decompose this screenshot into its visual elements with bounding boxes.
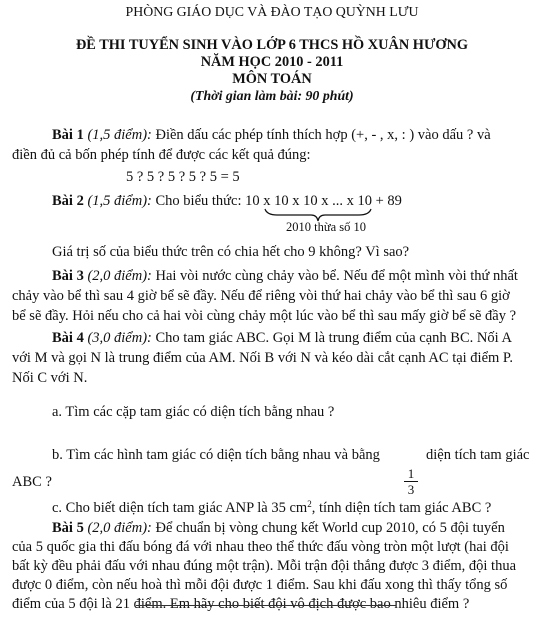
- bai4-part-b-pre: b. Tìm các hình tam giác có diện tích bằng nhau và bằng: [52, 447, 380, 463]
- bai4-text1: Cho tam giác ABC. Gọi M là trung điểm của cạnh BC. Nối A: [155, 330, 512, 346]
- fraction-one-third: [404, 466, 418, 497]
- bai3-line1: [52, 266, 518, 287]
- bai2-text: Cho biểu thức: 10 x 10 x 10 x ... x 10 + 89: [155, 193, 402, 209]
- bai3-text1: Hai vòi nước cùng chảy vào bể. Nếu để một mình vòi thứ nhất: [155, 268, 518, 284]
- bai5-line3: bất kỳ đều phải đấu với nhau đúng một trận). Mỗi trận đội thắng được 3 điểm, đội thua: [12, 558, 517, 574]
- bai1-points: (1,5 điểm):: [87, 127, 152, 143]
- underbrace-label: 2010 thừa số 10: [286, 220, 367, 234]
- bai4-part-c-post: , tính diện tích tam giác ABC ?: [311, 500, 492, 516]
- fraction-denominator: 3: [407, 482, 415, 497]
- bai1-line1: [52, 125, 491, 146]
- bai3-points: (2,0 điểm):: [87, 268, 152, 284]
- time-limit: (Thời gian làm bài: 90 phút): [190, 89, 354, 104]
- bai3-line3: bể sẽ đầy. Hỏi nếu cho cả hai vòi cùng chảy một lúc vào bể thì sau mấy giờ bể sẽ đầy ?: [12, 308, 517, 324]
- subject: MÔN TOÁN: [232, 71, 312, 87]
- bai3-label: Bài 3: [52, 268, 84, 284]
- exam-title: ĐỀ THI TUYỂN SINH VÀO LỚP 6 THCS HỒ XUÂN HƯƠNG: [75, 37, 469, 53]
- bai1-text2: điền đủ cả bốn phép tính để được các kết quả đúng:: [12, 147, 311, 163]
- bai2-points: (1,5 điểm):: [87, 193, 152, 209]
- bai1-expression: 5 ? 5 ? 5 ? 5 ? 5 = 5: [126, 169, 240, 185]
- bai4-line2: với M và gọi N là trung điểm của AM. Nối B với N và kéo dài cắt cạnh AC tại điểm P.: [12, 350, 514, 366]
- school-year: NĂM HỌC 2010 - 2011: [200, 54, 344, 70]
- bai5-points: (2,0 điểm):: [87, 520, 152, 536]
- bai4-points: (3,0 điểm):: [87, 330, 152, 346]
- bai4-line3: Nối C với N.: [12, 370, 88, 386]
- bai5-line1: [52, 518, 505, 539]
- bai5-label: Bài 5: [52, 520, 84, 536]
- bai5-line4: được 0 điểm, còn nếu hoà thì mỗi đội được 1 điểm. Sau khi đấu xong thì thấy tổng số: [12, 577, 508, 593]
- bai4-part-b-end: ABC ?: [12, 474, 52, 490]
- bai4-part-c-sup: 2: [307, 499, 312, 509]
- bai5-line2: của 5 quốc gia thi đấu bóng đá với nhau theo thể thức đấu vòng tròn một lượt (hai đội: [12, 539, 509, 555]
- bai4-line1: [52, 328, 512, 349]
- bai4-part-a: a. Tìm các cặp tam giác có diện tích bằng nhau ?: [52, 404, 335, 420]
- bai3-line2: chảy vào bể thì sau 4 giờ bể sẽ đầy. Nếu để riêng vòi thứ hai chảy vào bể thì sau 6 giờ: [12, 288, 510, 304]
- office-header: PHÒNG GIÁO DỤC VÀ ĐÀO TẠO QUỲNH LƯU: [125, 5, 419, 20]
- bai4-part-c-pre: c. Cho biết diện tích tam giác ANP là 35 cm: [52, 500, 308, 516]
- bai4-part-c: [52, 494, 491, 519]
- bai5-text1: Để chuẩn bị vòng chung kết World cup 2010, có 5 đội tuyển: [155, 520, 505, 536]
- bottom-divider: [136, 605, 396, 606]
- bai4-part-b-post: diện tích tam giác: [426, 447, 530, 463]
- bai4-label: Bài 4: [52, 330, 84, 346]
- bai1-text1: Điền dấu các phép tính thích hợp (+, - , x, : ) vào dấu ? và: [155, 127, 491, 143]
- bai1-label: Bài 1: [52, 127, 84, 143]
- bai2-label: Bài 2: [52, 193, 84, 209]
- bai2-question: Giá trị số của biểu thức trên có chia hết cho 9 không? Vì sao?: [52, 244, 410, 260]
- fraction-numerator: 1: [404, 466, 418, 482]
- bai5-line5: điểm của 5 đội là 21 điểm. Em hãy cho biết đội vô địch được bao nhiêu điểm ?: [12, 596, 470, 612]
